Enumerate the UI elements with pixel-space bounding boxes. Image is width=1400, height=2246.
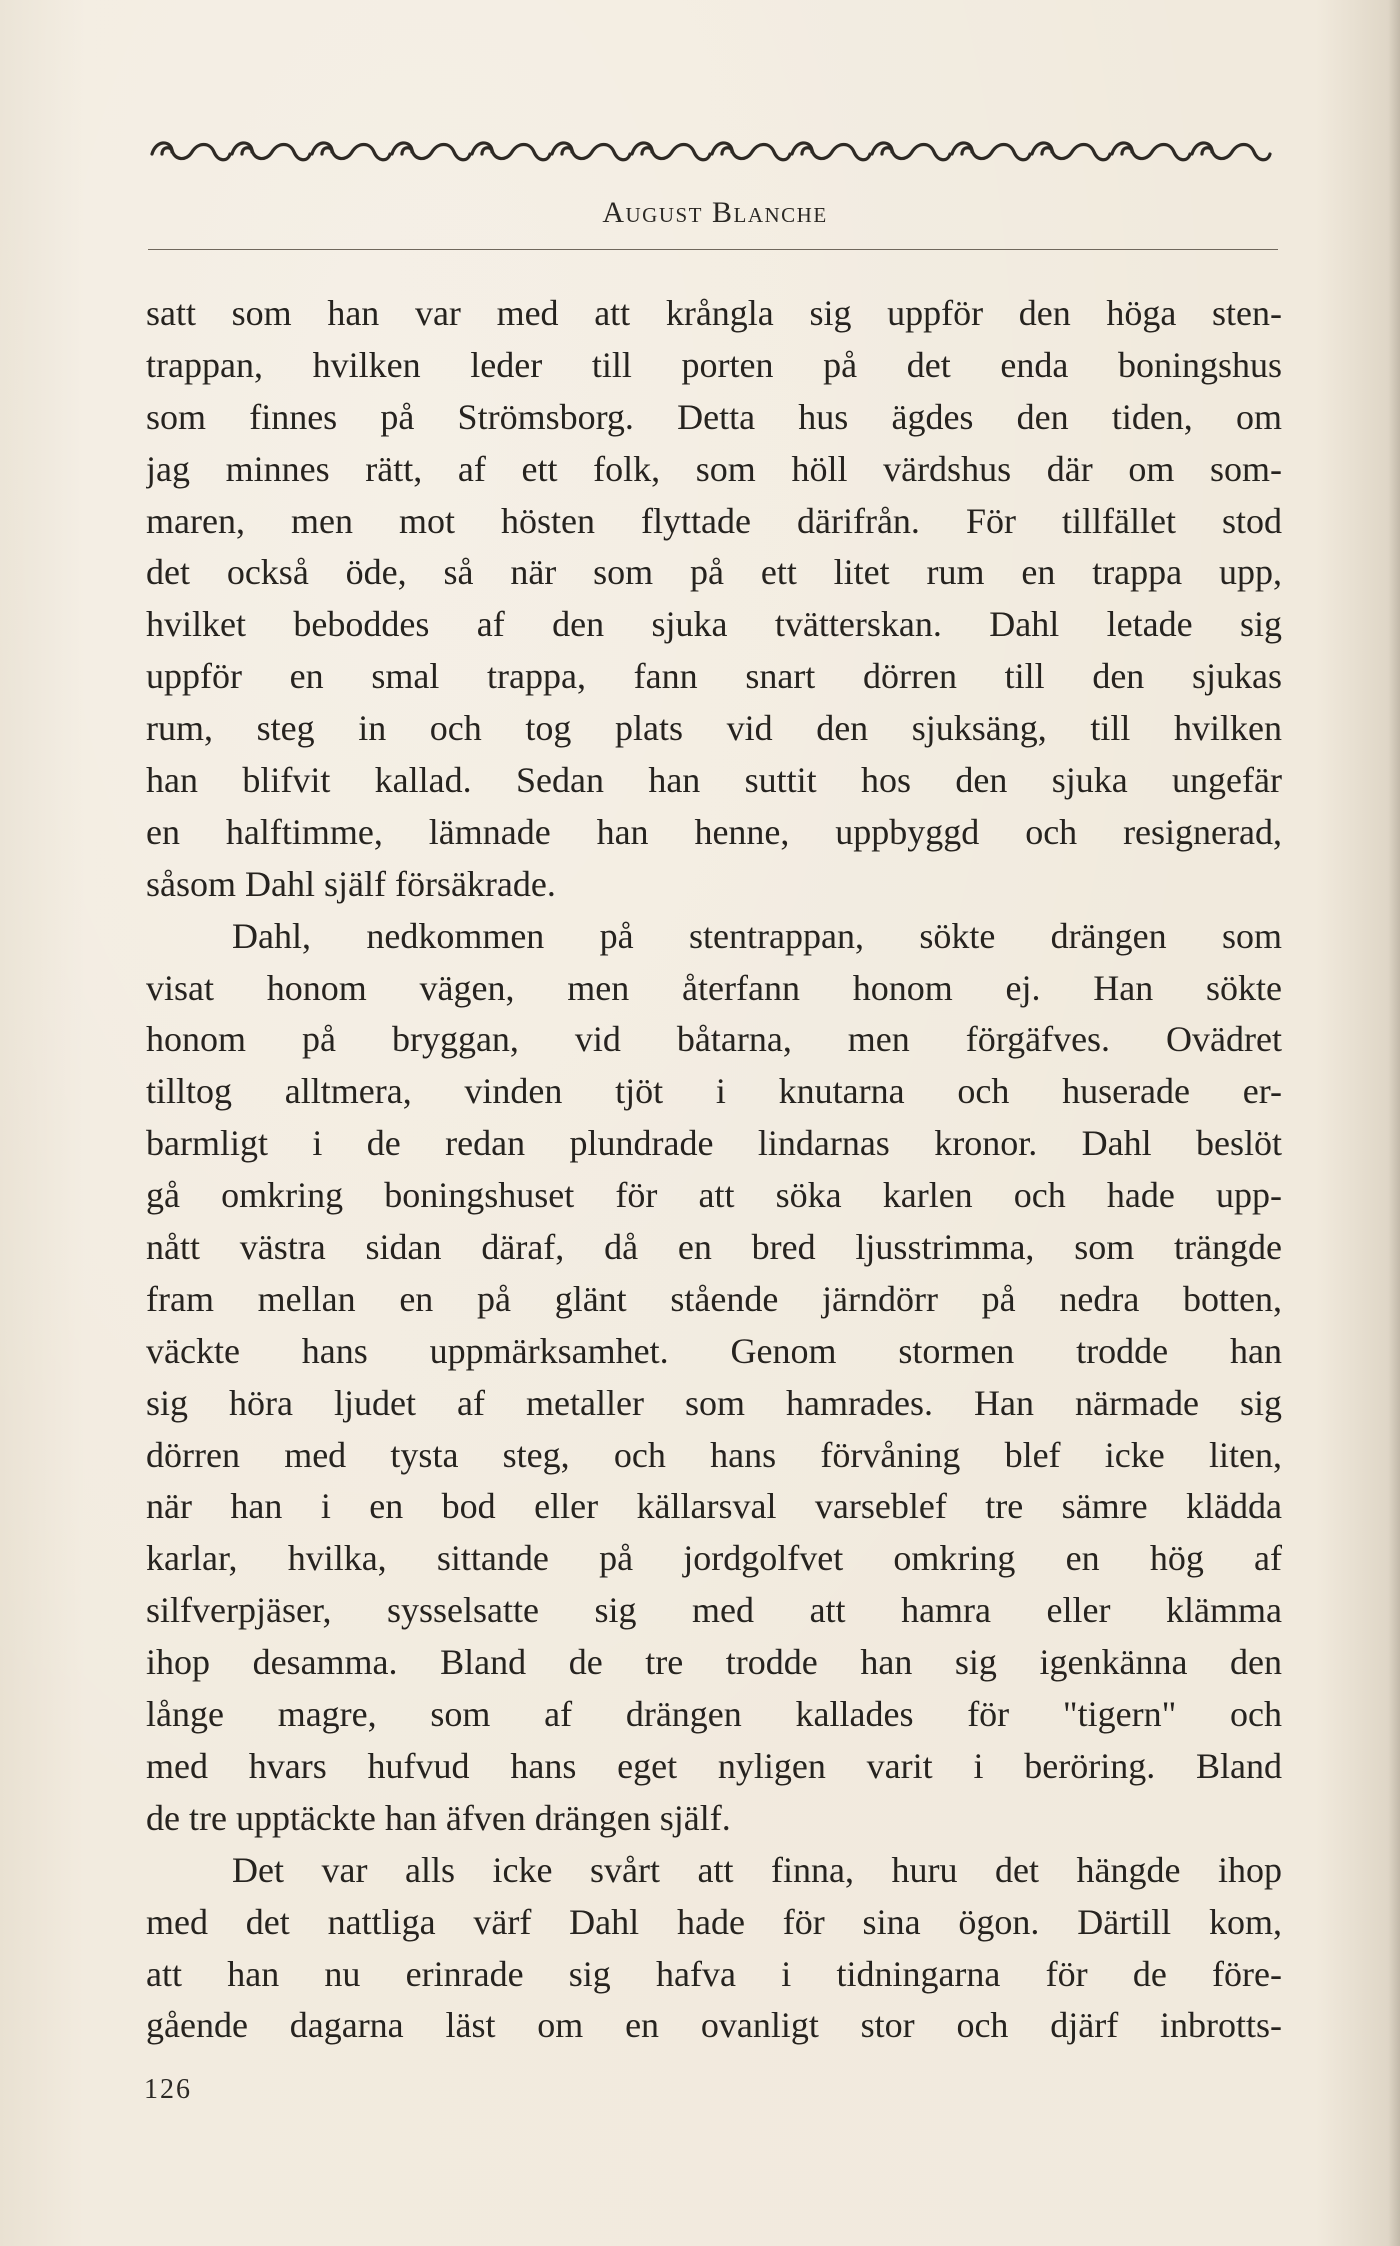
text-line: maren, men mot hösten flyttade därifrån. För tillfället stod xyxy=(146,500,1282,541)
text-line: trappan, hvilken leder till porten på det enda boningshus xyxy=(146,344,1282,385)
text-line: Dahl, nedkommen på stentrappan, sökte drängen som xyxy=(232,915,1282,956)
ornament-curl xyxy=(482,148,492,154)
page-number: 126 xyxy=(144,2074,192,2105)
text-line: visat honom vägen, men återfann honom ej. Han sökte xyxy=(146,967,1282,1008)
text-line: en halftimme, lämnade han henne, uppbyggd och resignerad, xyxy=(146,811,1282,852)
text-line: nått västra sidan däraf, då en bred ljusstrimma, som trängde xyxy=(146,1227,1282,1268)
text-line: sig höra ljudet af metaller som hamrades. Han närmade sig xyxy=(146,1382,1282,1423)
running-head: August Blanche xyxy=(602,196,828,229)
text-line: med det nattliga värf Dahl hade för sina ögon. Därtill kom, xyxy=(146,1901,1282,1942)
text-line: när han i en bod eller källarsval varseblef tre sämre klädda xyxy=(146,1486,1282,1527)
body-text xyxy=(146,288,1282,2052)
ornament-curl xyxy=(962,148,972,154)
text-line: silfverpjäser, sysselsatte sig med att hamra eller klämma xyxy=(146,1590,1282,1631)
text-line: Det var alls icke svårt att finna, huru det hängde ihop xyxy=(232,1849,1282,1890)
text-line: gå omkring boningshuset för att söka karlen och hade upp- xyxy=(146,1175,1282,1216)
ornament-curl xyxy=(1122,148,1132,154)
ornament-curl xyxy=(402,148,412,154)
text-line: karlar, hvilka, sittande på jordgolfvet omkring en hög af xyxy=(146,1538,1282,1579)
ornament-curl xyxy=(242,148,252,154)
ornament-curl xyxy=(322,148,332,154)
scroll-ornament-icon xyxy=(148,134,1278,170)
text-line: ihop desamma. Bland de tre trodde han sig igenkänna den xyxy=(146,1642,1282,1683)
text-line: honom på bryggan, vid båtarna, men förgäfves. Ovädret xyxy=(146,1019,1282,1060)
text-line: dörren med tysta steg, och hans förvåning blef icke liten, xyxy=(146,1434,1282,1475)
text-line: såsom Dahl själf försäkrade. xyxy=(146,863,556,904)
text-line: långe magre, som af drängen kallades för "tigern" och xyxy=(146,1694,1282,1735)
text-line: som finnes på Strömsborg. Detta hus ägdes den tiden, om xyxy=(146,396,1282,437)
text-line: fram mellan en på glänt stående järndörr på nedra botten, xyxy=(146,1278,1282,1319)
ornament-curl xyxy=(1202,148,1212,154)
text-line: de tre upptäckte han äfven drängen själf. xyxy=(146,1797,731,1838)
text-line: med hvars hufvud hans eget nyligen varit i beröring. Bland xyxy=(146,1745,1282,1786)
ornament-curl xyxy=(162,148,172,154)
text-line: jag minnes rätt, af ett folk, som höll värdshus där om som- xyxy=(146,448,1282,489)
text-line: att han nu erinrade sig hafva i tidningarna för de före- xyxy=(146,1953,1282,1994)
ornament-curl xyxy=(562,148,572,154)
ornament-curl xyxy=(722,148,732,154)
text-line: gående dagarna läst om en ovanligt stor och djärf inbrotts- xyxy=(146,2005,1282,2046)
text-line: satt som han var med att krångla sig uppför den höga sten- xyxy=(146,293,1282,333)
text-line: han blifvit kallad. Sedan han suttit hos den sjuka ungefär xyxy=(146,760,1282,801)
text-line: tilltog alltmera, vinden tjöt i knutarna och huserade er- xyxy=(146,1071,1282,1112)
ornament-curl xyxy=(1042,148,1052,154)
ornament-curl xyxy=(882,148,892,154)
ornament-curl xyxy=(642,148,652,154)
ornament-curl xyxy=(802,148,812,154)
text-line: uppför en smal trappa, fann snart dörren till den sjukas xyxy=(146,656,1282,697)
text-line: det också öde, så när som på ett litet rum en trappa upp, xyxy=(146,552,1282,593)
header-rule xyxy=(148,249,1278,250)
text-line: hvilket beboddes af den sjuka tvätterskan. Dahl letade sig xyxy=(146,604,1282,645)
page-edge-shadow xyxy=(1388,0,1400,2246)
text-line: rum, steg in och tog plats vid den sjuksäng, till hvilken xyxy=(146,708,1282,749)
text-line: väckte hans uppmärksamhet. Genom stormen trodde han xyxy=(146,1330,1282,1371)
text-line: barmligt i de redan plundrade lindarnas kronor. Dahl beslöt xyxy=(146,1123,1282,1164)
